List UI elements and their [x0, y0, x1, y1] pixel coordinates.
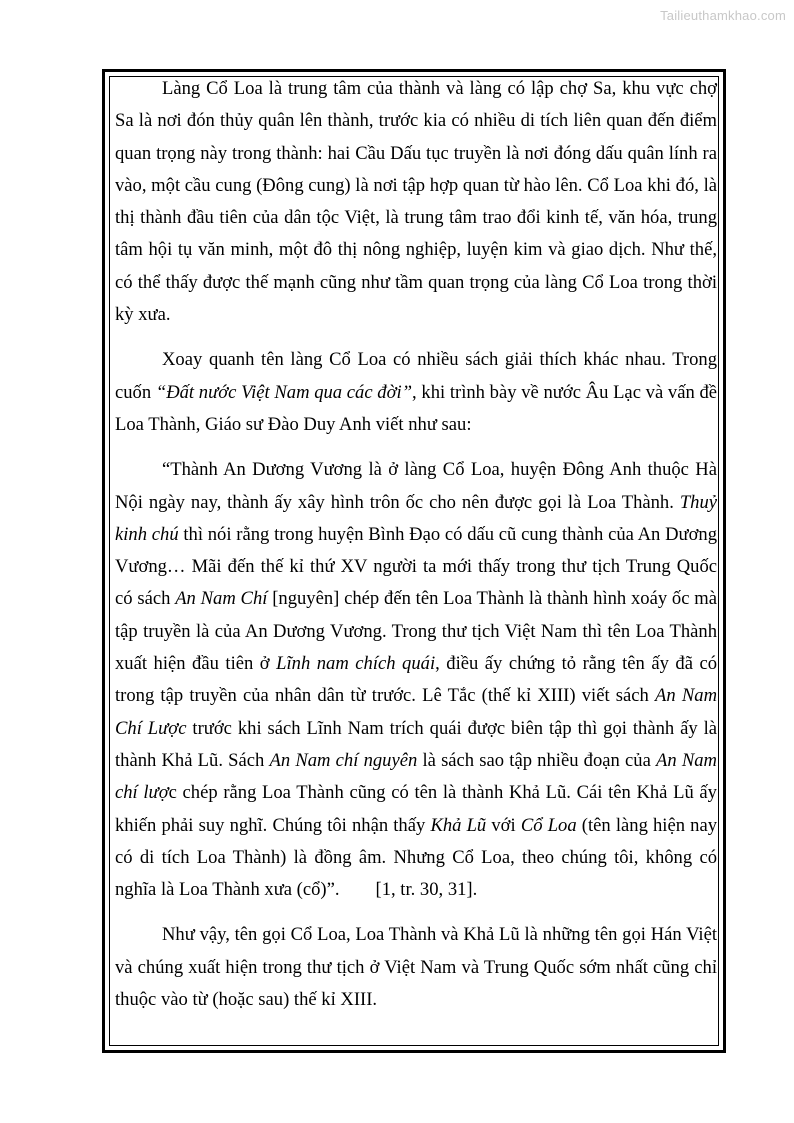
italic-title: Khả Lũ — [430, 814, 487, 836]
document-body — [115, 73, 717, 1029]
italic-title: An Nam chí nguyên — [269, 749, 418, 771]
text-run: c chép rằng Loa Thành cũng có tên là thành Khả Lũ. Cái tên Khả Lũ ấy khiến phải suy nghĩ. Chúng tôi nhận thấy — [115, 782, 717, 836]
italic-title: “Đất nước Việt Nam qua các đời” — [155, 381, 413, 403]
paragraph-1 — [115, 73, 717, 331]
citation: [1, tr. 30, 31]. — [375, 879, 478, 901]
italic-title: An Nam chí lượ — [115, 749, 717, 804]
text-run: thì nói rằng trong huyện Bình Đạo có dấu cũ cung thành của An Dương Vương… Mãi đến thế kỉ thứ XV người ta mới thấy trong thư tịch Trung Quốc có sách — [115, 523, 718, 610]
text-run: Làng Cổ Loa là trung tâm của thành và làng có lập chợ Sa, khu vực chợ Sa là nơi đón thủy quân lên thành, trước kia có nhiều di tích liên quan đến điểm quan trọng này trong thành: hai Cầu Dấu tục truyền là nơi đóng dấu quân lính ra vào, một cầu cung (Đông cung) là nơi tập hợp quan từ hào lên. Cổ Loa khi đó, là thị thành đầu tiên của dân tộc Việt, là trung tâm trao đổi kinh tế, văn hóa, trung tâm hội tụ văn minh, một đô thị nông nghiệp, luyện kim và giao dịch. Như thế, có thể thấy được thế mạnh cũng như tầm quan trọng của làng Cổ Loa trong thời kỳ xưa. — [115, 78, 717, 326]
italic-title: Cổ Loa — [520, 814, 577, 836]
paragraph-2 — [115, 344, 717, 441]
italic-title: Lĩnh nam chích quái — [276, 653, 436, 675]
text-run: [nguyên] chép đến tên Loa Thành là thành hình xoáy ốc mà tập truyền là của An Dương Vương. Trong thư tịch Việt Nam thì tên Loa Thành xuất hiện đầu tiên ở — [115, 588, 717, 675]
text-run: trước khi sách Lĩnh Nam trích quái được biên tập thì gọi thành ấy là thành Khả Lũ. Sách — [115, 717, 718, 771]
italic-title: Thuỷ kinh chú — [115, 491, 717, 545]
text-run: (tên làng hiện nay có di tích Loa Thành) là đồng âm. Nhưng Cổ Loa, theo chúng tôi, không có nghĩa là Loa Thành xưa (cổ)”. — [115, 814, 718, 901]
text-run: , khi trình bày về nước Âu Lạc và vấn đề Loa Thành, Giáo sư Đào Duy Anh viết như sau: — [115, 381, 717, 435]
text-run: Như vậy, tên gọi Cổ Loa, Loa Thành và Khả Lũ là những tên gọi Hán Việt và chúng xuất hiện trong thư tịch ở Việt Nam và Trung Quốc sớm nhất cũng chỉ thuộc vào từ (hoặc sau) thế kỉ XIII. — [115, 924, 717, 1011]
text-run: , điều ấy chứng tỏ rằng tên ấy đã có trong tập truyền của nhân dân từ trước. Lê Tắc (thế kỉ XIII) viết sách — [115, 653, 718, 707]
paragraph-3-quote — [115, 454, 717, 906]
italic-title: An Nam Chí — [175, 588, 268, 610]
paragraph-4 — [115, 919, 717, 1016]
text-run: là sách sao tập nhiều đoạn của — [417, 749, 657, 771]
text-run: với — [486, 814, 521, 836]
text-run: Xoay quanh tên làng Cổ Loa có nhiều sách giải thích khác nhau. Trong cuốn — [115, 349, 717, 403]
text-run: “Thành An Dương Vương là ở làng Cổ Loa, huyện Đông Anh thuộc Hà Nội ngày nay, thành ấy xây hình trôn ốc cho nên được gọi là Loa Thành. — [115, 459, 717, 513]
watermark: Tailieuthamkhao.com — [660, 8, 786, 23]
italic-title: An Nam Chí Lược — [115, 685, 717, 739]
